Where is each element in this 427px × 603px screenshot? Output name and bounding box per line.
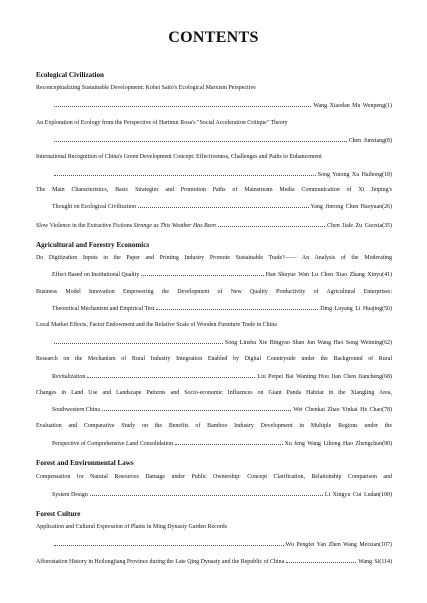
- entry-title-italic: Strange as This Weather Has Been: [133, 223, 216, 229]
- entry-title: Application and Cultural Expression of Plants in Ming Dynasty Garden Records: [36, 524, 227, 530]
- leader-dots: [54, 101, 311, 107]
- entry-title: [36, 222, 216, 230]
- entry-authors-row: [52, 136, 392, 145]
- entry-title: Changes in Land Use and Landscape Patterns and Socio-economic Influences on Giant Panda Habitat in the Xiangling Area,: [36, 390, 392, 396]
- entry-title-text: Slow Violence in the Extractive Fictions: [36, 223, 134, 229]
- entry-authors-row: [52, 270, 392, 279]
- section-heading-ecological-civilization: Ecological Civilization: [36, 71, 104, 79]
- leader-dots: [90, 490, 323, 496]
- entry-title: International Recognition of China's Green Development Concept: Effectiveness, Challenges and Paths to Enhancement: [36, 154, 322, 160]
- entry-authors: Wu Pengfei Yan Zhen Wang Meixian(107): [285, 542, 392, 548]
- section-heading-agricultural-forestry-economics: Agricultural and Forestry Economics: [36, 241, 150, 249]
- entry-authors-row: [52, 170, 392, 179]
- leader-dots: [54, 136, 347, 142]
- entry-authors-row: [52, 338, 392, 347]
- entry-authors: Liu Peipei Bai Wanting Hou Jian Chen Jiancheng(68): [257, 374, 392, 380]
- leader-dots: [175, 439, 282, 445]
- entry-authors: Wei Chenkai Zhao Yinkai He Chao(78): [293, 407, 392, 413]
- entry-title-continued: Southwestern China: [52, 407, 100, 413]
- entry-authors: Ding Luyang Li Huajing(50): [320, 306, 392, 312]
- entry-authors-row: [36, 221, 392, 230]
- entry-authors: Wang Xiaodan Mu Wenpeng(1): [313, 103, 392, 109]
- entry-authors: Xu feng Wang Lihong Hao Zhengchun(90): [284, 441, 392, 447]
- entry-authors-row: [52, 540, 392, 549]
- leader-dots: [87, 372, 255, 378]
- entry-title: Do Digitization Inputs in the Paper and Printing Industry Promote Sustainable Trade?—— An Analysis of the Moderating: [36, 255, 392, 261]
- entry-title: The Main Characteristics, Basic Strategies and Promotion Paths of Mainstream Media Communication of Xi Jinping's: [36, 187, 392, 193]
- entry-title: Compensation for Natural Resources Damage under Public Ownership: Concept Clarification, Relationship Comparison and: [36, 474, 392, 480]
- entry-title-continued: Effect Based on Institutional Quality: [52, 272, 140, 278]
- entry-title-continued: System Design: [52, 492, 88, 498]
- entry-title: Business Model Innovation Empowering the Development of New Quality Productivity of Agricultural Enterprises:: [36, 289, 392, 295]
- entry-authors: Yang Jinrong Chen Haoyuan(26): [310, 204, 392, 210]
- section-heading-forest-environmental-laws: Forest and Environmental Laws: [36, 459, 134, 467]
- section-heading-forest-culture: Forest Culture: [36, 510, 81, 518]
- entry-authors-row: [52, 202, 392, 211]
- leader-dots: [156, 304, 318, 310]
- entry-title: An Exploration of Ecology from the Perspective of Hartmut Rosa's "Social Acceleration Critique" Theory: [36, 120, 288, 126]
- entry-authors-row: [52, 372, 392, 381]
- entry-authors: Chen Junxiang(8): [348, 138, 392, 144]
- entry-title-continued: Thought on Ecological Civilization: [52, 204, 136, 210]
- entry-title: Local Market Effects, Factor Endowment and the Relative Scale of Wooden Furniture Trade in China: [36, 322, 277, 328]
- entry-authors: Chen Jiale Zu Guoxia(35): [327, 223, 392, 229]
- entry-title: Evaluation and Comparative Study on the Benefits of Bamboo Industry Development in Multiple Regions under the: [36, 423, 392, 429]
- entry-authors: Han Shuyue Wan Lu Chen Xiao Zhang Xinyu(41): [265, 272, 392, 278]
- entry-authors-row: [52, 304, 392, 313]
- entry-title-continued: Perspective of Comprehensive Land Consolidation: [52, 441, 174, 447]
- entry-title: Afforestation History in Heilongjiang Province during the Late Qing Dynasty and the Republic of China: [36, 559, 285, 565]
- entry-authors-row: [52, 439, 392, 448]
- leader-dots: [218, 221, 325, 227]
- page-title: CONTENTS: [168, 29, 259, 46]
- leader-dots: [286, 557, 356, 563]
- entry-authors: Song Yutong Xu Haihong(18): [317, 172, 392, 178]
- leader-dots: [54, 170, 316, 176]
- entry-title-continued: Revitalization: [52, 374, 86, 380]
- entry-authors-row: [52, 101, 392, 110]
- entry-authors: Li Xingyu Cui Ludan(100): [324, 492, 392, 498]
- leader-dots: [102, 405, 291, 411]
- entry-title: Reconceptualizing Sustainable Development: Kohei Saito's Ecological Marxism Perspective: [36, 85, 256, 91]
- entry-authors: Song Linshu Xie Bingyao Shan Jun Wang Hao Song Weiming(62): [225, 340, 392, 346]
- entry-title-continued: Theoretical Mechanism and Empirical Test: [52, 306, 155, 312]
- leader-dots: [54, 338, 223, 344]
- entry-authors-row: [36, 557, 392, 566]
- entry-title: Research on the Mechanism of Rural Industry Integration Enabled by Digital Countryside under the Background of Rural: [36, 356, 392, 362]
- entry-authors-row: [52, 490, 392, 499]
- entry-authors-row: [52, 405, 392, 414]
- leader-dots: [138, 202, 309, 208]
- leader-dots: [54, 540, 284, 546]
- entry-authors: Wang Si(114): [358, 559, 392, 565]
- leader-dots: [141, 270, 263, 276]
